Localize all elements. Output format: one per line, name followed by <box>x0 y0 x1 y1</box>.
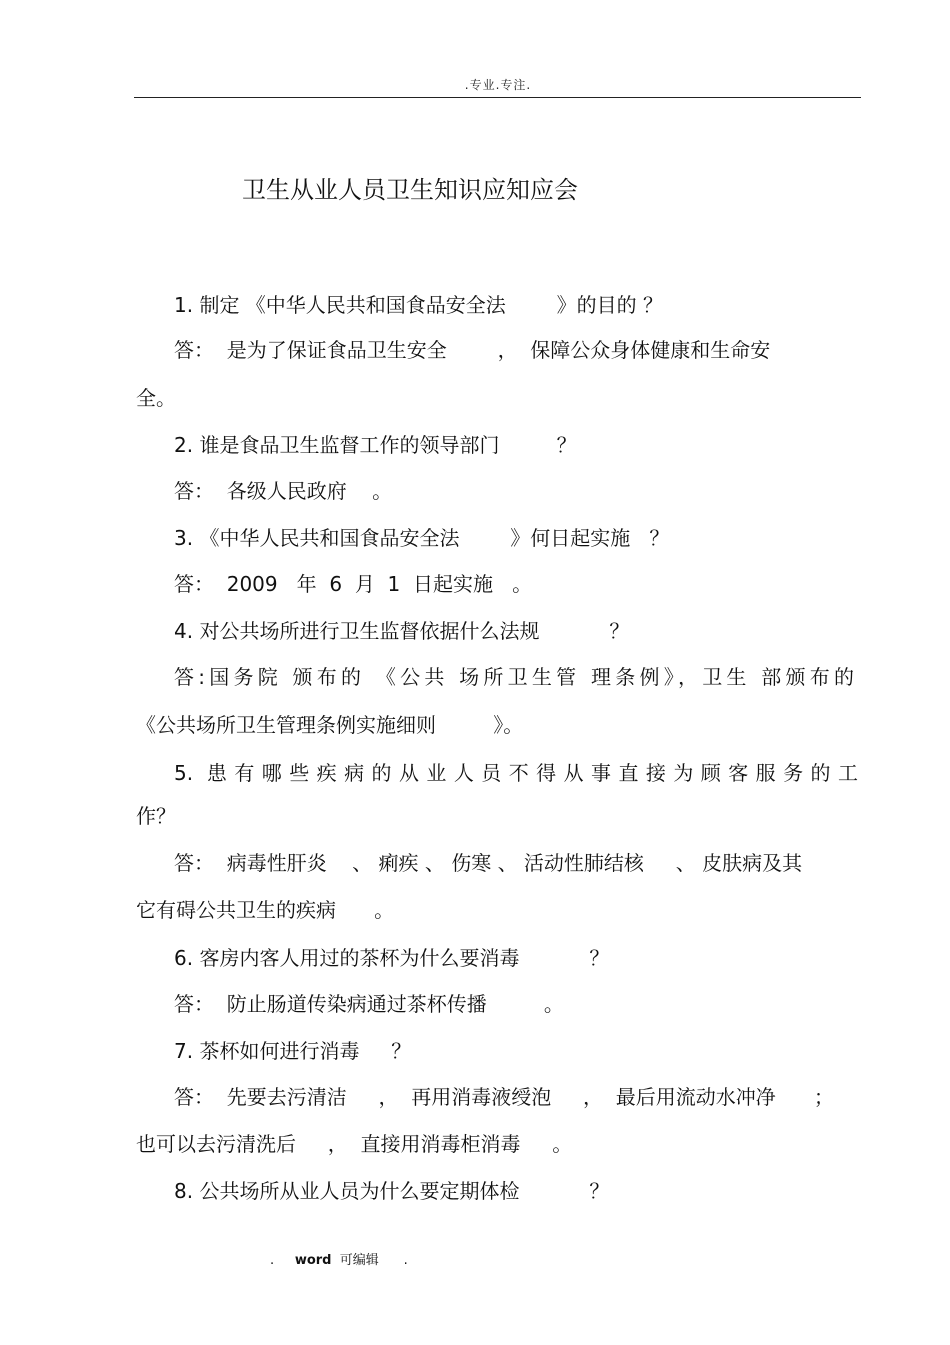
footer-word: word <box>294 1253 332 1268</box>
question-7: 7. 茶杯如何进行消毒 ？ <box>174 1039 412 1063</box>
header-divider <box>134 97 861 98</box>
answer-4-line-1: 答:国务院 颁布的 《公共 场所卫生管 理条例》，卫生 部颁布的 <box>174 665 854 689</box>
answer-5-line-1: 答： 病毒性肝炎 、 痢疾 、 伤寒 、 活动性肺结核 、 皮肤病及其 <box>174 851 803 875</box>
question-4: 4. 对公共场所进行卫生监督依据什么法规 ？ <box>174 619 630 643</box>
question-1: 1. 制定 《中华人民共和国食品安全法 》的目的 ？ <box>174 293 664 317</box>
answer-2: 答： 各级人民政府 。 <box>174 479 393 503</box>
answer-5-line-2: 它有碍公共卫生的疾病 。 <box>136 898 395 922</box>
question-3: 3. 《中华人民共和国食品安全法 》何日起实施 ？ <box>174 526 670 550</box>
question-6: 6. 客房内客人用过的茶杯为什么要消毒 ？ <box>174 946 610 970</box>
answer-7-line-1: 答： 先要去污清洁 ， 再用消毒液绶泡 ， 最后用流动水冲净 ； <box>174 1085 834 1109</box>
question-5-line-2: 作？ <box>136 804 176 828</box>
answer-7-line-2: 也可以去污清洗后 ， 直接用消毒柜消毒 。 <box>136 1132 573 1156</box>
footer-dot-right: . <box>403 1253 408 1268</box>
question-2: 2. 谁是食品卫生监督工作的领导部门 ？ <box>174 433 577 457</box>
answer-6: 答： 防止肠道传染病通过茶杯传播 。 <box>174 992 564 1016</box>
answer-1-line-2: 全。 <box>136 386 176 410</box>
page-footer <box>270 1249 408 1268</box>
answer-1-line-1: 答： 是为了保证食品卫生安全 ， 保障公众身体健康和生命安 <box>174 338 771 362</box>
answer-3: 答： 2009 年 6 月 1 日起实施 。 <box>174 572 533 596</box>
footer-editable: 可编辑 <box>339 1253 379 1268</box>
question-8: 8. 公共场所从业人员为什么要定期体检 ？ <box>174 1179 610 1203</box>
footer-dot-left: . <box>270 1253 275 1268</box>
question-5-line-1: 5. 患有哪些疾病的从业人员不得从事直接为顾客服务的工 <box>174 761 858 785</box>
document-title: 卫生从业人员卫生知识应知应会 <box>242 176 578 204</box>
page-header: .专业.专注. <box>464 78 532 92</box>
answer-4-line-2: 《公共场所卫生管理条例实施细则 》。 <box>136 713 524 737</box>
